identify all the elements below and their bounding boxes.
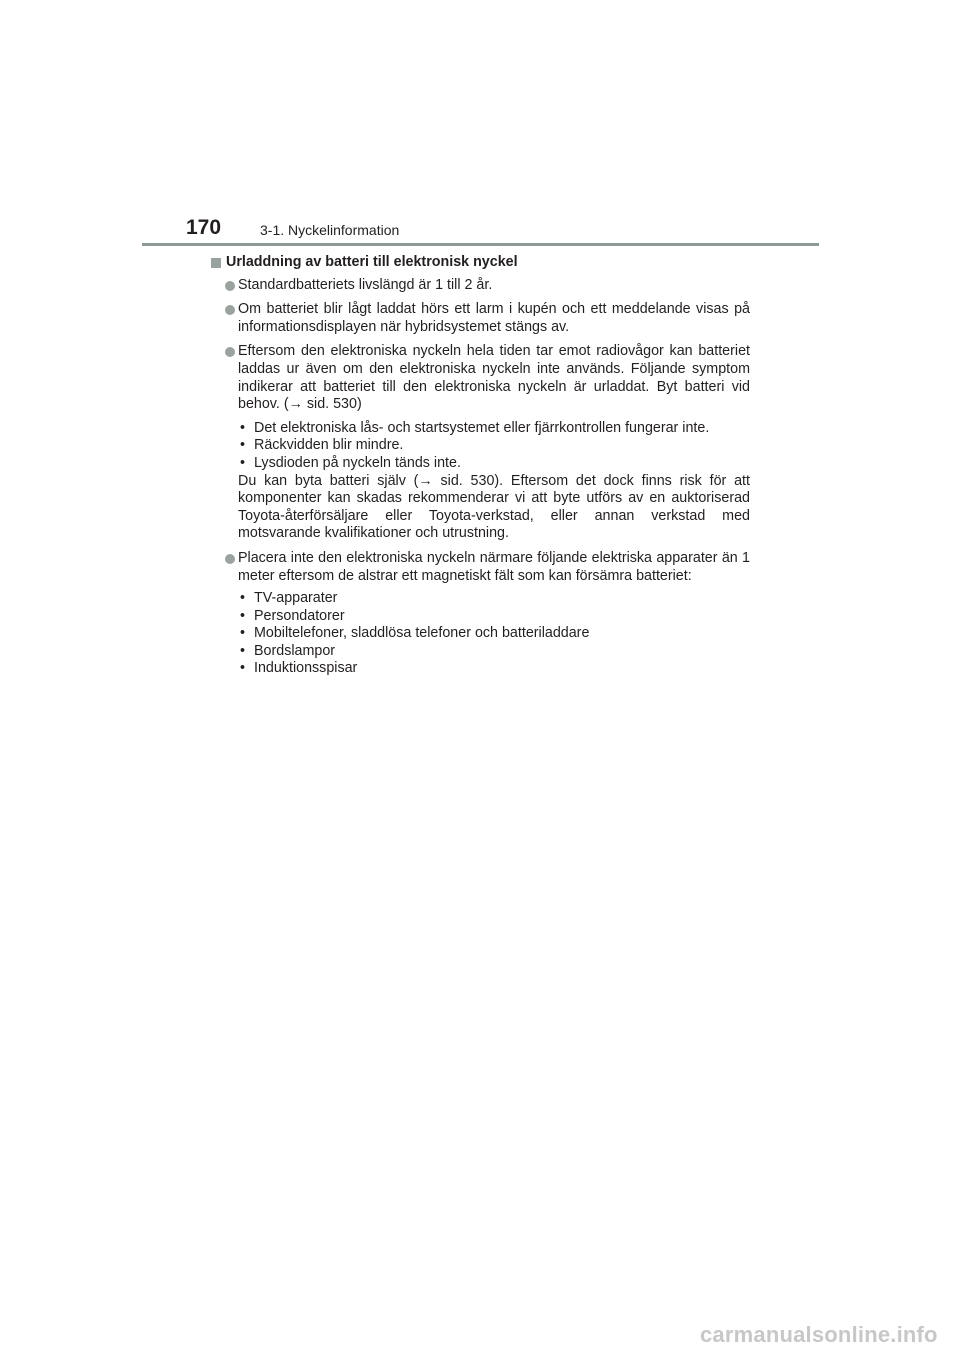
page-header — [0, 0, 960, 250]
section-heading — [210, 254, 750, 272]
circle-bullet-icon — [225, 347, 235, 357]
list-item: • Bordslampor — [240, 643, 750, 661]
bullet-item — [210, 550, 750, 585]
list-item: • Lysdioden på nyckeln tänds inte. — [240, 455, 750, 473]
bullet-text: Placera inte den elektroniska nyckeln närmare följande elektriska apparater än 1 meter eftersom de alstrar ett magnetiskt fält som kan försämra batteriet: — [238, 549, 750, 584]
circle-bullet-icon — [225, 554, 235, 564]
list-item: • Induktionsspisar — [240, 660, 750, 678]
circle-bullet-icon — [225, 281, 235, 291]
header-divider — [142, 243, 819, 246]
page-content — [210, 254, 750, 678]
bullet-text: Om batteriet blir lågt laddat hörs ett larm i kupén och ett meddelande visas på informationsdisplayen när hybridsystemet stängs av. — [238, 301, 750, 335]
list-item: • Mobiltelefoner, sladdlösa telefoner och batteriladdare — [240, 625, 750, 643]
device-list — [210, 590, 750, 678]
symptom-list — [210, 420, 750, 473]
bullet-item — [210, 277, 750, 295]
bullet-text: Eftersom den elektroniska nyckeln hela tiden tar emot radiovågor kan batteriet laddas ur även om den elektroniska nyckeln inte används. Följande symptom indikerar att batteriet till den elektroniska nyckeln är urladdat. Byt batteri vid behov. (→ sid. 530) — [238, 343, 750, 413]
section-heading-text: Urladdning av batteri till elektronisk nyckel — [226, 254, 518, 270]
site-watermark: carmanualsonline.info — [700, 1322, 938, 1347]
list-item: • Persondatorer — [240, 608, 750, 626]
bullet-item — [210, 343, 750, 413]
list-item: • Det elektroniska lås- och startsystemet eller fjärrkontrollen fungerar inte. — [240, 420, 750, 438]
chapter-label: 3-1. Nyckelinformation — [260, 222, 400, 238]
circle-bullet-icon — [225, 305, 235, 315]
bullet-item — [210, 301, 750, 336]
list-item: • Räckvidden blir mindre. — [240, 437, 750, 455]
square-bullet-icon — [211, 258, 221, 268]
battery-replacement-note: Du kan byta batteri själv (→ sid. 530). Eftersom det dock finns risk för att komponenter kan skadas rekommenderar vi att byte utförs av en auktoriserad Toyota-återförsäljare eller Toyota-verkstad, eller annan verkstad med motsvarande kvalifikationer och utrustning. — [238, 472, 750, 542]
list-item: • TV-apparater — [240, 590, 750, 608]
page-number: 170 — [186, 216, 222, 239]
bullet-text: Standardbatteriets livslängd är 1 till 2 år. — [238, 276, 493, 293]
